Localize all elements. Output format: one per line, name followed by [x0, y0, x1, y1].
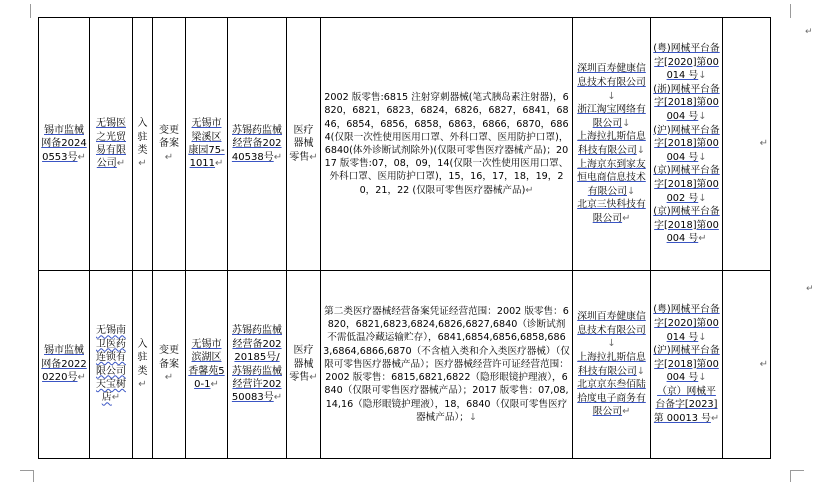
platform-name: 北京三快科技有限公司↵ — [577, 199, 646, 224]
crop-mark-bottom-right — [790, 470, 791, 482]
platform-name: 上海拉扎斯信息科技有限公司↓ — [577, 351, 646, 377]
platform-name: 深圳百寿健康信息技术有限公司↓ — [577, 311, 646, 350]
platform-record: (沪)网械平台备字[2018]第00004 号↓ — [653, 124, 720, 163]
change-cell: 变更备案↵ — [153, 18, 186, 271]
empty-cell: ↵ — [723, 18, 771, 271]
platform-record: (粤)网械平台备字[2020]第00014 号↓ — [653, 304, 720, 343]
type-cell: 入驻类↵ — [133, 18, 153, 271]
business-scope-cell: 2002 版零售:6815 注射穿刺器械(笔式胰岛素注射器)，6820，6821，6823，6824，6826，6827，6841，6846，6854，6856，6858，6863，6866，6870，6864(仅限一次性使用医用口罩、外科口罩、医用防护口罩)，6840(体外诊断试剂除外)(仅限可零售医疗器械产品)；2017 版零售:07，08，09，14(仅限一次性使用医用口罩、外科口罩、医用防护口罩)，15，16，17，18，19，20，21，22 (仅限可零售医疗器械产品)↵ — [321, 18, 573, 271]
platform-cell — [573, 271, 651, 459]
category-cell: 医疗器械零售↵ — [287, 271, 321, 459]
platform-name: 深圳百寿健康信息技术有限公司↓ — [577, 63, 646, 102]
type-cell: 入驻类↵ — [133, 271, 153, 459]
crop-mark-bottom-left-vertical — [33, 470, 34, 482]
platform-name: 上海拉扎斯信息科技有限公司↓ — [577, 131, 646, 156]
company-cell: 无锡南卫医药连锁有限公司天宝树店↵ — [90, 271, 133, 459]
license-cell: 苏锡药监械经营备20240538号↵ — [228, 18, 287, 271]
crop-mark-top-right — [790, 4, 791, 18]
platform-record: (京)网械平台备字[2018]第00004 号↵ — [653, 206, 720, 245]
platform-record-cell — [651, 18, 723, 271]
record-number-cell: 锡市监械网备20240553号↵ — [39, 18, 90, 271]
business-scope-cell: 第二类医疗器械经营备案凭证经营范围：2002 版零售：6820，6821,6823,6824,6826,6827,6840（诊断试剂不需低温冷藏运输贮存），6841,6854,6856,6858,6863,6864,6866,6870（不含植入类和介入类医疗器械）（仅限可零售医疗器械产品）；医疗器械经营许可证经营范围：2002 版零售：6815,6821,6822（隐形眼镜护理液），6840（仅限可零售医疗器械产品）；2017 版零售：07,08,14,16（隐形眼镜护理液），18，6840（仅限可零售医疗器械产品）；↓ — [321, 271, 573, 459]
crop-mark-bottom-left — [20, 470, 34, 471]
change-cell: 变更备案↵ — [153, 271, 186, 459]
platform-cell — [573, 18, 651, 271]
platform-record: (粤)网械平台备字[2020]第00014 号↓ — [653, 43, 720, 82]
platform-record: (浙)网械平台备字[2018]第00004 号↓ — [653, 83, 720, 123]
crop-mark-bottom-right-horizontal — [790, 470, 804, 471]
platform-name: 浙江淘宝网络有限公司↓ — [577, 104, 646, 129]
record-number-cell: 锡市监械网备20220220号↵ — [39, 271, 90, 459]
row-end-mark: ↵ — [806, 284, 814, 294]
platform-record: （京）网械平台备字[2023]第 00013 号↵ — [653, 385, 720, 425]
empty-cell: ↵ — [723, 271, 771, 459]
table-row — [39, 18, 771, 271]
platform-name: 北京京东叁佰陆拾度电子商务有限公司↵ — [577, 379, 646, 418]
license-cell: 苏锡药监械经营备20220185号/苏锡药监械经营许20250083号↵ — [228, 271, 287, 459]
address-cell: 无锡市滨湖区香馨苑50-1↵ — [186, 271, 228, 459]
platform-name: 上海京东到家友恒电商信息技术有限公司↓ — [577, 158, 646, 197]
platform-record: (沪)网械平台备字[2018]第00004 号↓ — [653, 345, 720, 384]
filing-table — [38, 17, 771, 459]
row-end-mark: ↵ — [805, 27, 813, 37]
address-cell: 无锡市梁溪区康园75-1011↵ — [186, 18, 228, 271]
platform-record: (京)网械平台备字[2018]第00002 号↓ — [653, 165, 720, 204]
platform-record-cell — [651, 271, 723, 459]
company-cell: 无锡医之光贸易有限公司↵ — [90, 18, 133, 271]
category-cell: 医疗器械零售↵ — [287, 18, 321, 271]
crop-mark-top-left — [30, 4, 31, 18]
table-row — [39, 271, 771, 459]
